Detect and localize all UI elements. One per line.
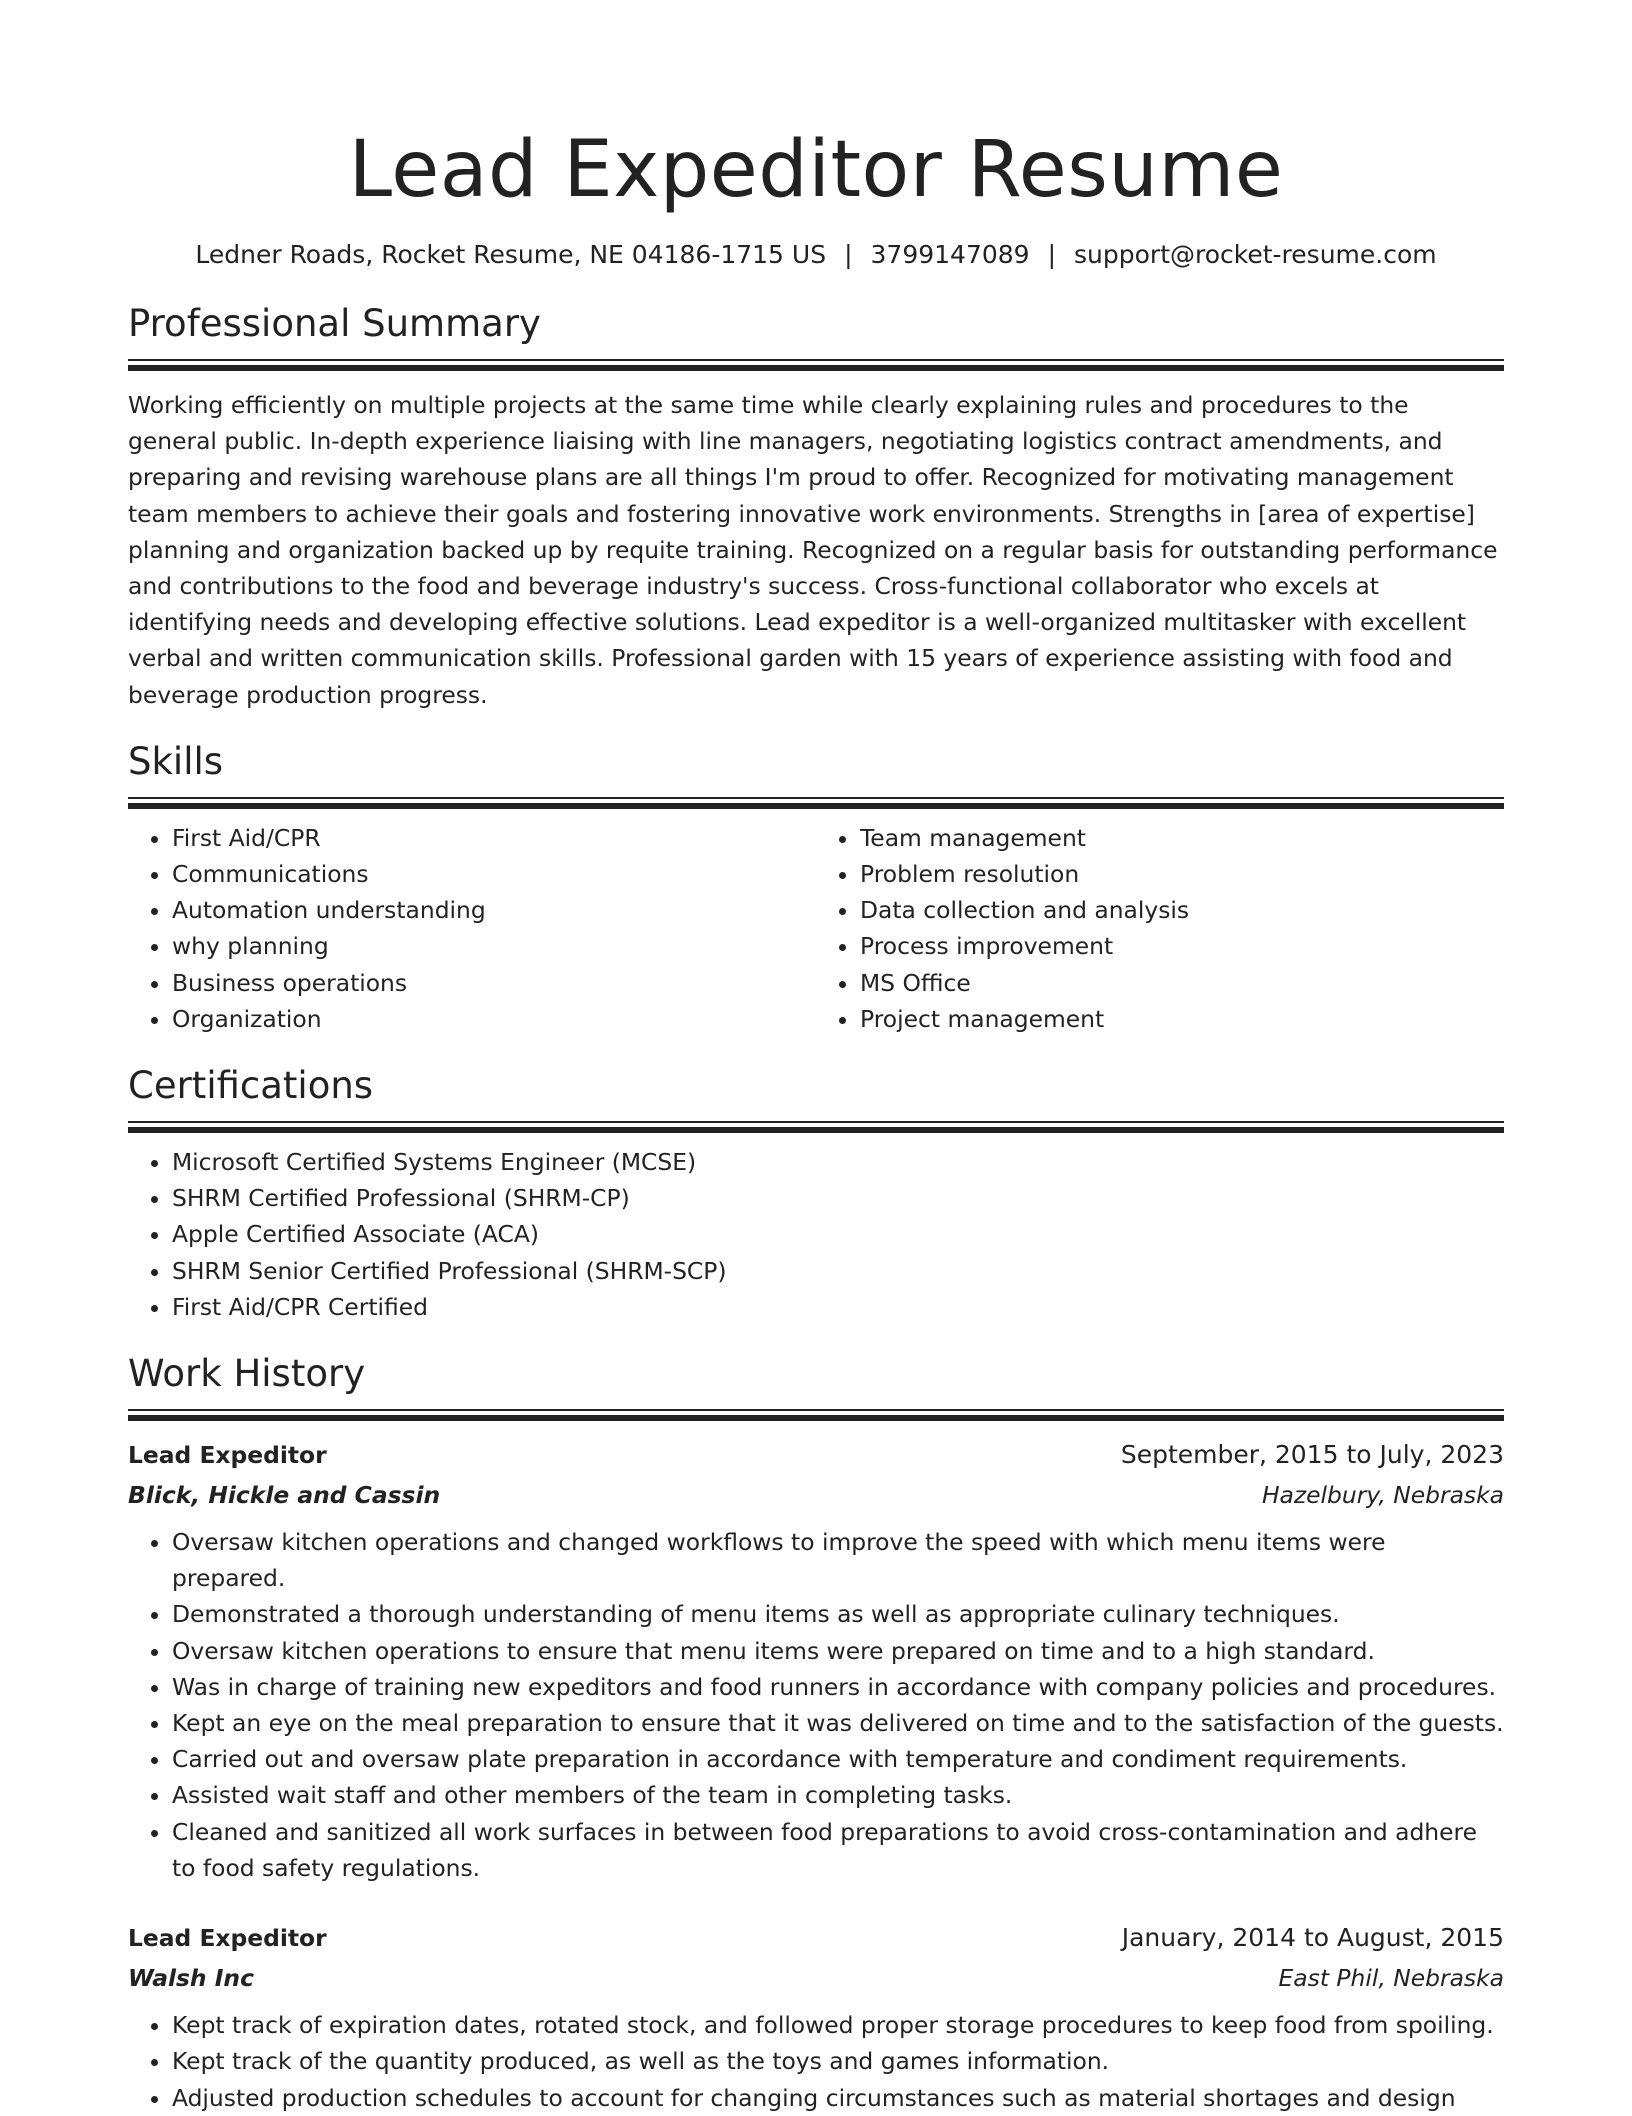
skill-item: • Automation understanding [172,892,816,928]
certification-item: • First Aid/CPR Certified [172,1289,1504,1325]
job-duty-item: • Adjusted production schedules to account for changing circumstances such as material shortages and design [172,2080,1504,2116]
job-duty-item: • Oversaw kitchen operations to ensure that menu items were prepared on time and to a high standard. [172,1633,1504,1669]
skill-item: • Business operations [172,965,816,1001]
skill-item: • Project management [860,1001,1504,1037]
job-subheader-row [128,1958,1504,1998]
skills-list-right [816,820,1504,1037]
job-subheader-row [128,1475,1504,1515]
skill-item: • Team management [860,820,1504,856]
certification-item: • SHRM Certified Professional (SHRM-CP) [172,1180,1504,1216]
skill-item: • First Aid/CPR [172,820,816,856]
skill-item: • MS Office [860,965,1504,1001]
certifications-list [128,1144,1504,1325]
contact-separator: | [844,240,853,269]
job-company: Blick, Hickle and Cassin [128,1481,441,1510]
job-duty-item: • Demonstrated a thorough understanding of menu items as well as appropriate culinary techniques. [172,1596,1504,1632]
skill-item: • why planning [172,928,816,964]
job-title: Lead Expeditor [128,1441,327,1470]
section-divider [128,359,1504,371]
skills-heading: Skills [128,739,224,783]
certification-item: • Microsoft Certified Systems Engineer (MCSE) [172,1144,1504,1180]
job-entry [128,1435,1504,1886]
contact-phone: 3799147089 [870,240,1030,269]
job-company: Walsh Inc [128,1964,254,1993]
job-title: Lead Expeditor [128,1924,327,1953]
job-entry [128,1918,1504,2116]
summary-text: Working efficiently on multiple projects at the same time while clearly explaining rules and procedures to the general public. In-depth experience liaising with line managers, negotiating logistics contract amendments, and preparing and revising warehouse plans are all things I'm proud to offer. Recognized for motivating management team members to achieve their goals and fostering innovative work environments. Strengths in [area of expertise] planning and organization backed up by requite training. Recognized on a regular basis for outstanding performance and contributions to the food and beverage industry's success. Cross-functional collaborator who excels at identifying needs and developing effective solutions. Lead expeditor is a well-organized multitasker with excellent verbal and written communication skills. Professional garden with 15 years of experience assisting with food and beverage production progress. [128,391,1498,709]
job-duties-list [128,2007,1504,2116]
certifications-heading: Certifications [128,1064,374,1108]
contact-line [128,239,1504,271]
contact-address: Ledner Roads, Rocket Resume, NE 04186-1715 US [195,240,827,269]
job-duty-item: • Kept track of expiration dates, rotated stock, and followed proper storage procedures to keep food from spoiling. [172,2007,1504,2043]
skill-item: • Process improvement [860,928,1504,964]
certification-item: • Apple Certified Associate (ACA) [172,1216,1504,1252]
skills-list-left [128,820,816,1037]
job-location: Hazelbury, Nebraska [1261,1481,1504,1510]
job-dates: September, 2015 to July, 2023 [1120,1440,1504,1470]
job-duty-item: • Kept track of the quantity produced, as well as the toys and games information. [172,2043,1504,2079]
skills-section [128,739,1504,1037]
work-history-section [128,1351,1504,2116]
job-header-row [128,1918,1504,1958]
resume-title: Lead Expeditor Resume [348,125,1284,215]
section-divider [128,1121,1504,1133]
contact-email: support@rocket-resume.com [1074,240,1437,269]
certification-item: • SHRM Senior Certified Professional (SHRM-SCP) [172,1253,1504,1289]
work-history-heading: Work History [128,1352,366,1396]
skill-item: • Communications [172,856,816,892]
job-location: East Phil, Nebraska [1278,1964,1504,1993]
skill-item: • Problem resolution [860,856,1504,892]
job-duty-item: • Cleaned and sanitized all work surfaces in between food preparations to avoid cross-contamination and adhere to food safety regulations. [172,1814,1504,1886]
section-divider [128,797,1504,809]
job-dates: January, 2014 to August, 2015 [1121,1923,1504,1953]
summary-heading: Professional Summary [128,302,541,345]
job-duty-item: • Oversaw kitchen operations and changed workflows to improve the speed with which menu items were prepared. [172,1524,1504,1596]
summary-section [128,301,1504,713]
certifications-section [128,1063,1504,1325]
skill-item: • Data collection and analysis [860,892,1504,928]
job-duty-item: • Was in charge of training new expeditors and food runners in accordance with company policies and procedures. [172,1669,1504,1705]
skill-item: • Organization [172,1001,816,1037]
contact-separator: | [1047,240,1057,269]
job-duty-item: • Carried out and oversaw plate preparation in accordance with temperature and condiment requirements. [172,1741,1504,1777]
resume-page [128,0,1504,2116]
skills-grid [128,820,1504,1037]
job-duties-list [128,1524,1504,1886]
job-duty-item: • Assisted wait staff and other members of the team in completing tasks. [172,1777,1504,1813]
job-duty-item: • Kept an eye on the meal preparation to ensure that it was delivered on time and to the satisfaction of the guests. [172,1705,1504,1741]
job-header-row [128,1435,1504,1475]
section-divider [128,1409,1504,1421]
